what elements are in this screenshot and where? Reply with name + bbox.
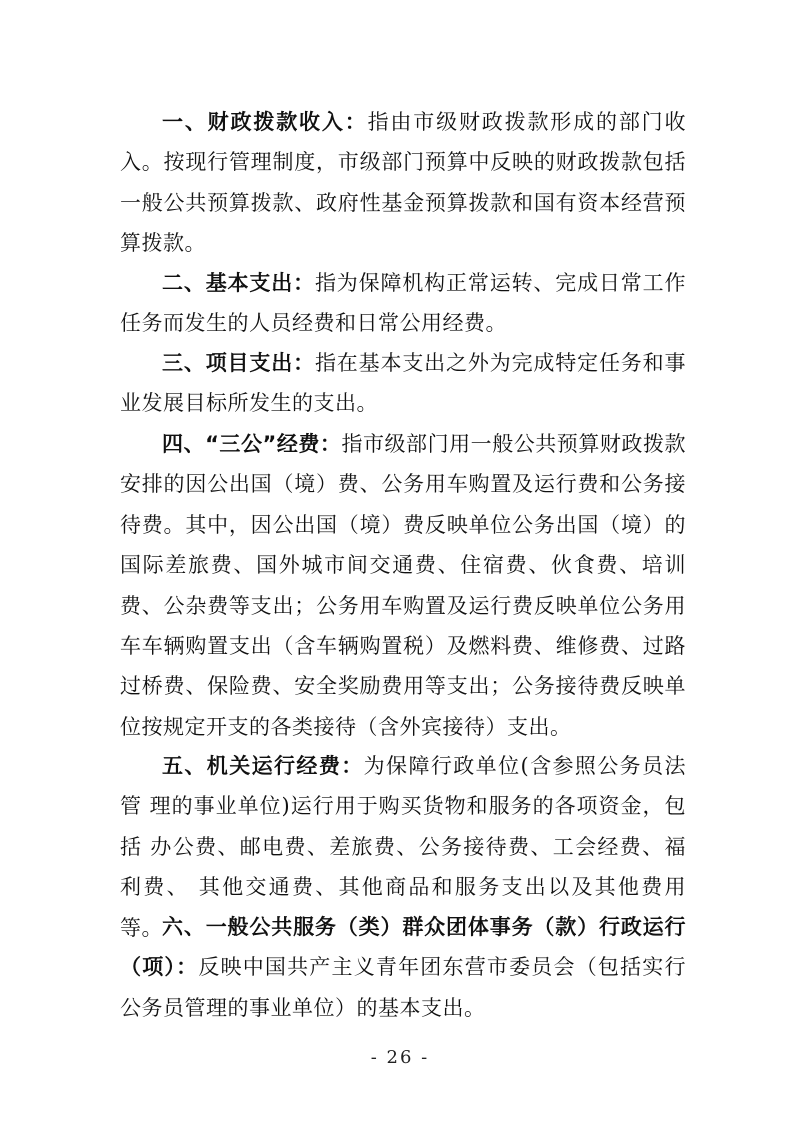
paragraph-basic-expenditure: [120, 263, 686, 344]
term-definition: 为保障行政单位(含参照公务员法管 理的事业单位)运行用于购买货物和服务的各项资金，包括 办公费、邮电费、差旅费、公务接待费、工会经费、福利费、 其他交通费、其他商品和服务支出以及其他费用等。: [120, 754, 686, 940]
term-heading: 四、“三公”经费：: [162, 432, 342, 456]
term-heading: 二、基本支出：: [162, 271, 315, 295]
paragraph-project-expenditure: [120, 343, 686, 424]
paragraph-fiscal-appropriation-income: [120, 102, 686, 264]
term-definition: 反映中国共产主义青年团东营市委员会（包括实行公务员管理的事业单位）的基本支出。: [120, 955, 687, 1020]
term-heading: 五、机关运行经费：: [162, 754, 364, 778]
term-heading: 六、一般公共服务（类）群众团体事务（款）行政运行（项）：: [120, 915, 686, 980]
term-definition: 指在基本支出之外为完成特定任务和事业发展目标所发生的支出。: [120, 351, 687, 416]
paragraph-administrative-operation: [120, 907, 686, 1028]
term-definition: 指由市级财政拨款形成的部门收入。按现行管理制度，市级部门预算中反映的财政拨款包括一般公共预算拨款、政府性基金预算拨款和国有资本经营预算拨款。: [120, 110, 687, 256]
page-number: - 26 -: [370, 1047, 430, 1068]
term-heading: 一、财政拨款收入：: [162, 110, 368, 134]
paragraph-three-public-expenses: [120, 424, 686, 747]
term-heading: 三、项目支出：: [162, 351, 315, 375]
term-definition: 指市级部门用一般公共预算财政拨款安排的因公出国（境）费、公务用车购置及运行费和公务接待费。其中，因公出国（境）费反映单位公务出国（境）的国际差旅费、国外城市间交通费、住宿费、伙食费、培训费、公杂费等支出；公务用车购置及运行费反映单位公务用车车辆购置支出（含车辆购置税）及燃料费、维修费、过路过桥费、保险费、安全奖励费用等支出；公务接待费反映单位按规定开支的各类接待（含外宾接待）支出。: [120, 432, 686, 739]
term-definition: 指为保障机构正常运转、完成日常工作任务而发生的人员经费和日常公用经费。: [120, 271, 687, 336]
